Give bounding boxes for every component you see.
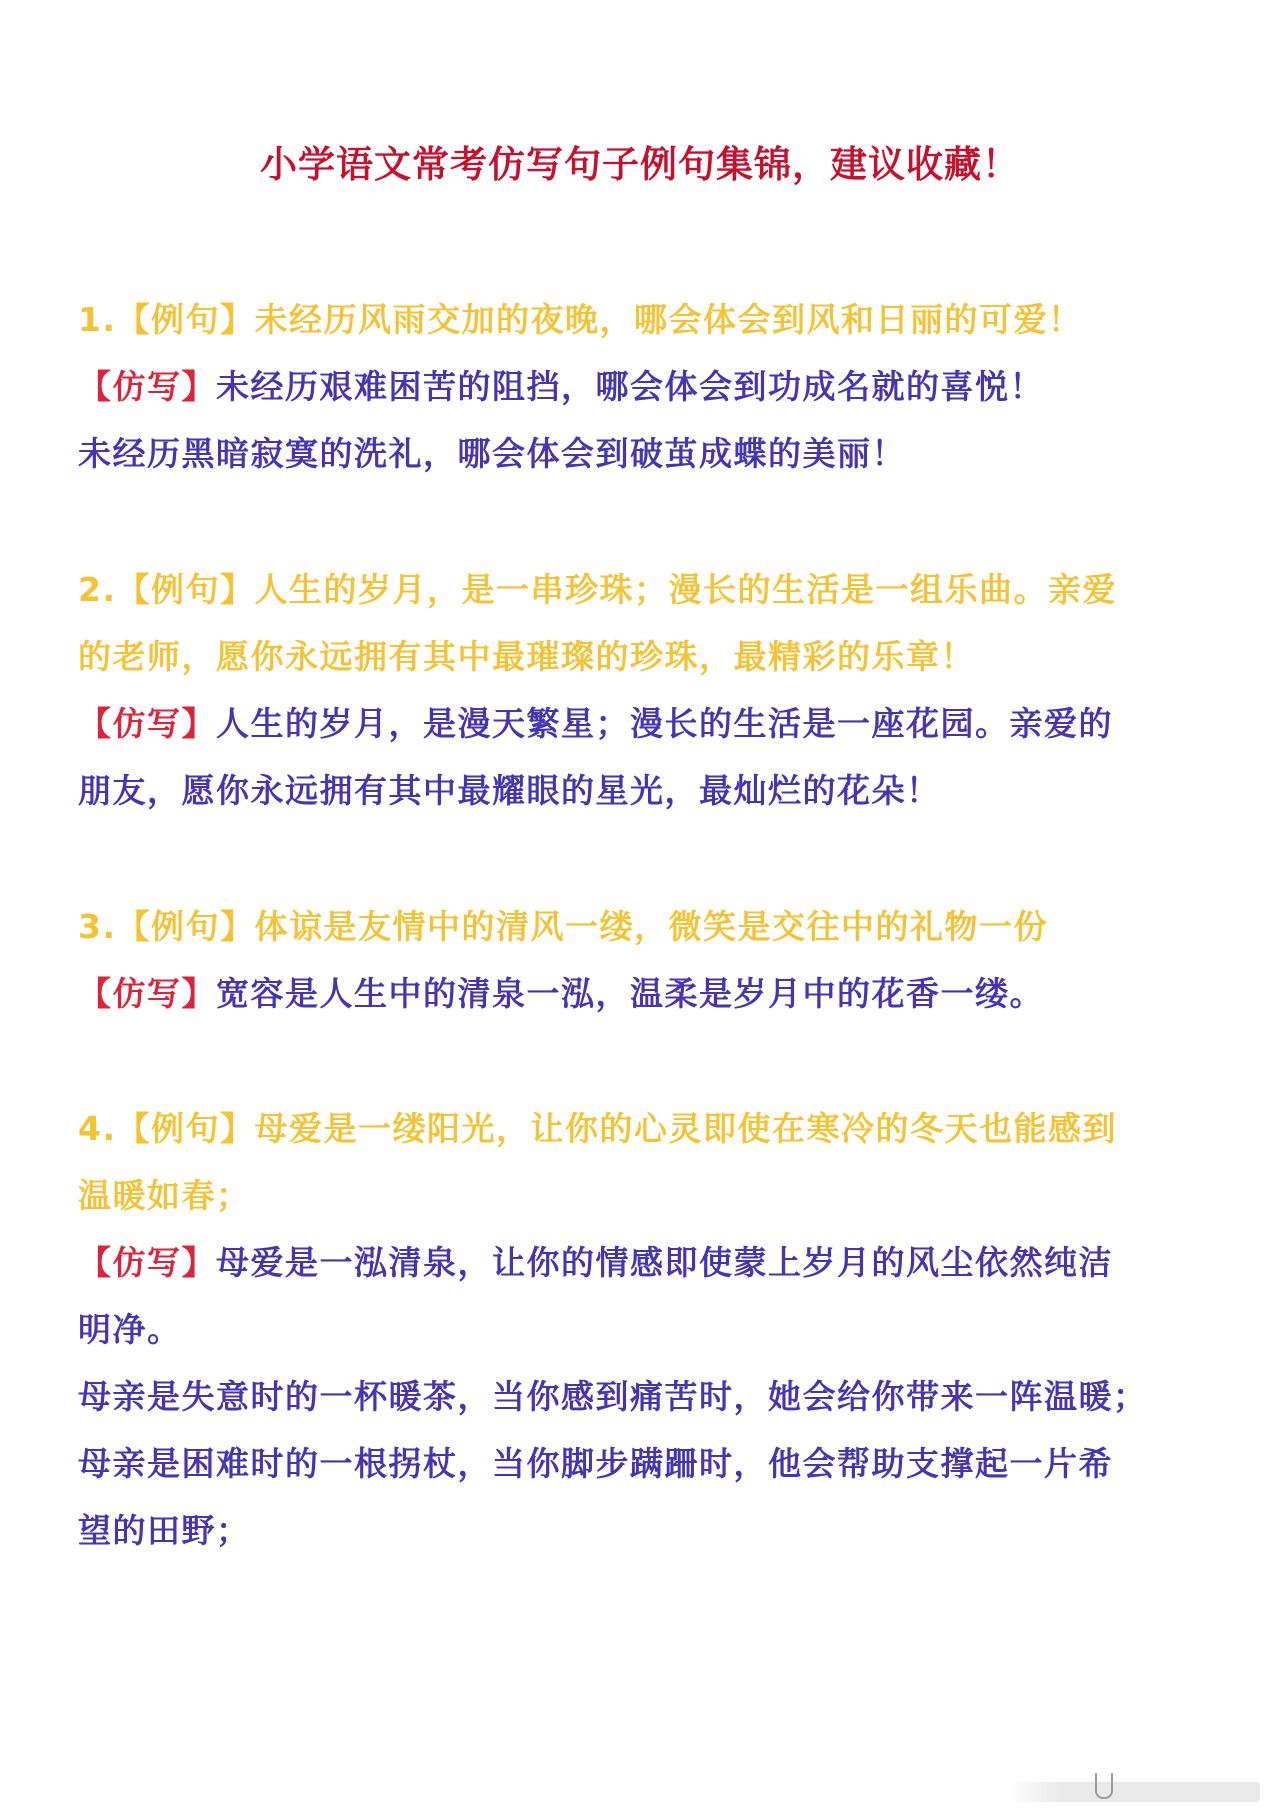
watermark-u-icon: [1095, 1773, 1113, 1799]
imitation-text: 未经历艰难困苦的阻挡，哪会体会到功成名就的喜悦！: [216, 367, 1044, 406]
example-sentence-line: 1.【例句】未经历风雨交加的夜晚，哪会体会到风和日丽的可爱！: [78, 300, 1083, 339]
imitation-line: 母亲是困难时的一根拐杖，当你脚步蹒跚时，他会帮助支撑起一片希: [78, 1444, 1113, 1483]
imitation-label: 【仿写】: [78, 704, 216, 743]
imitation-text: 人生的岁月，是漫天繁星；漫长的生活是一座花园。亲爱的: [216, 704, 1113, 743]
example-section-2: [78, 556, 1208, 824]
imitation-line: 未经历黑暗寂寞的洗礼，哪会体会到破茧成蝶的美丽！: [78, 434, 906, 473]
watermark-bar: [1010, 1782, 1260, 1802]
example-sentence-line: 3.【例句】体谅是友情中的清风一缕，微笑是交往中的礼物一份: [78, 907, 1048, 946]
imitation-line: [78, 353, 1208, 420]
imitation-label: 【仿写】: [78, 1243, 216, 1282]
example-sentence-line: 2.【例句】人生的岁月，是一串珍珠；漫长的生活是一组乐曲。亲爱: [78, 570, 1117, 609]
example-section-4: [78, 1095, 1208, 1564]
example-sentence-line: 温暖如春；: [78, 1176, 251, 1215]
example-sentence-line: 的老师，愿你永远拥有其中最璀璨的珍珠，最精彩的乐章！: [78, 637, 975, 676]
imitation-line: 母亲是失意时的一杯暖茶，当你感到痛苦时，她会给你带来一阵温暖；: [78, 1377, 1148, 1416]
example-section-3: [78, 893, 1208, 1027]
page-title: 小学语文常考仿写句子例句集锦，建议收藏！: [260, 143, 1020, 186]
imitation-line: 明净。: [78, 1310, 182, 1349]
imitation-line: 朋友，愿你永远拥有其中最耀眼的星光，最灿烂的花朵！: [78, 771, 941, 810]
imitation-line: [78, 960, 1208, 1027]
imitation-line: [78, 1229, 1208, 1296]
imitation-text: 宽容是人生中的清泉一泓，温柔是岁月中的花香一缕。: [216, 974, 1044, 1013]
imitation-text: 母爱是一泓清泉，让你的情感即使蒙上岁月的风尘依然纯洁: [216, 1243, 1113, 1282]
example-section-1: [78, 286, 1208, 487]
example-sentence-line: 4.【例句】母爱是一缕阳光，让你的心灵即使在寒冷的冬天也能感到: [78, 1109, 1117, 1148]
imitation-label: 【仿写】: [78, 367, 216, 406]
imitation-label: 【仿写】: [78, 974, 216, 1013]
imitation-line: 望的田野；: [78, 1511, 251, 1550]
imitation-line: [78, 690, 1208, 757]
